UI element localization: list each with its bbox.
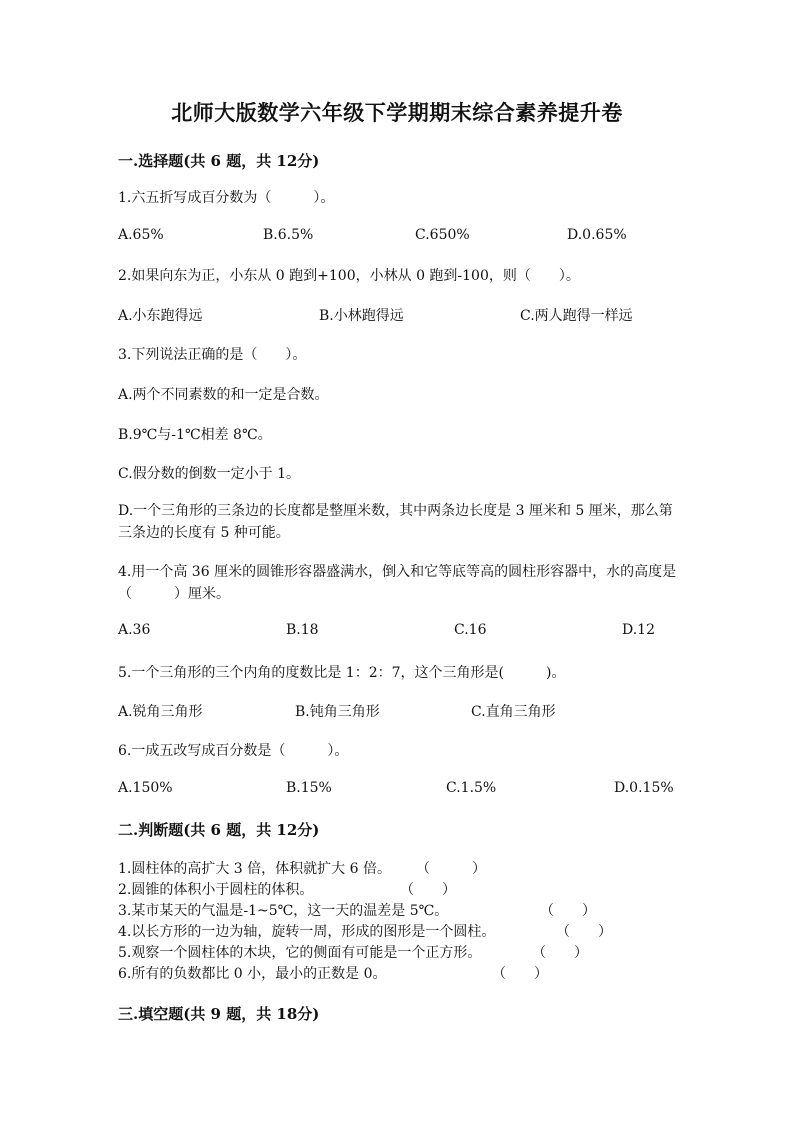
option: B.钝角三角形 [295,704,380,720]
option: B.15% [286,780,332,796]
judge-item: 3.某市某天的气温是-1~5℃，这一天的温差是 5℃。 [118,903,449,919]
option: C.假分数的倒数一定小于 1。 [118,466,301,482]
answer-blank: （ ） [556,924,612,940]
option: B.6.5% [263,227,314,243]
question-1: 1.六五折写成百分数为（ ）。 [118,190,335,206]
option: A.65% [118,227,164,243]
question-2: 2.如果向东为正，小东从 0 跑到+100，小林从 0 跑到-100，则（ ）。 [118,268,580,284]
answer-blank: （ ） [416,861,486,877]
section-heading-judge: 二.判断题(共 6 题，共 12分) [118,821,320,839]
judge-item: 1.圆柱体的高扩大 3 倍，体积就扩大 6 倍。 [118,861,391,877]
option: B.18 [286,622,319,638]
answer-blank: （ ） [400,882,456,898]
judge-item: 4.以长方形的一边为轴，旋转一周，形成的图形是一个圆柱。 [118,924,496,940]
page-title: 北师大版数学六年级下学期期末综合素养提升卷 [171,100,623,125]
answer-blank: （ ） [492,966,548,982]
question-6: 6.一成五改写成百分数是（ ）。 [118,743,349,759]
option: D.0.15% [614,780,674,796]
section-heading-fill: 三.填空题(共 9 题，共 18分) [118,1005,320,1023]
option: C.650% [415,227,470,243]
judge-item: 2.圆锥的体积小于圆柱的体积。 [118,882,314,898]
option: A.小东跑得远 [118,308,203,324]
option: C.1.5% [446,780,497,796]
option: A.两个不同素数的和一定是合数。 [118,387,329,403]
option: D.0.65% [567,227,627,243]
answer-blank: （ ） [540,903,596,919]
option: C.16 [454,622,487,638]
section-heading-choice: 一.选择题(共 6 题，共 12分) [118,152,320,170]
option: A.36 [118,622,151,638]
option: B.9℃与-1℃相差 8℃。 [118,427,272,443]
option: B.小林跑得远 [319,308,404,324]
option: D.12 [622,622,655,638]
judge-item: 6.所有的负数都比 0 小，最小的正数是 0。 [118,966,387,982]
question-3: 3.下列说法正确的是（ ）。 [118,347,307,363]
option: C.两人跑得一样远 [520,308,633,324]
option: C.直角三角形 [471,704,556,720]
question-5: 5.一个三角形的三个内角的度数比是 1：2：7，这个三角形是( )。 [118,665,566,681]
question-4: 4.用一个高 36 厘米的圆锥形容器盛满水，倒入和它等底等高的圆柱形容器中，水的高度是（ ）厘米。 [118,564,677,602]
judge-item: 5.观察一个圆柱体的木块，它的侧面有可能是一个正方形。 [118,945,482,961]
option: A.锐角三角形 [118,704,203,720]
option: D.一个三角形的三条边的长度都是整厘米数，其中两条边长度是 3 厘米和 5 厘米，那么第三条边的长度有 5 种可能。 [118,503,673,541]
answer-blank: （ ） [532,945,588,961]
option: A.150% [118,780,173,796]
